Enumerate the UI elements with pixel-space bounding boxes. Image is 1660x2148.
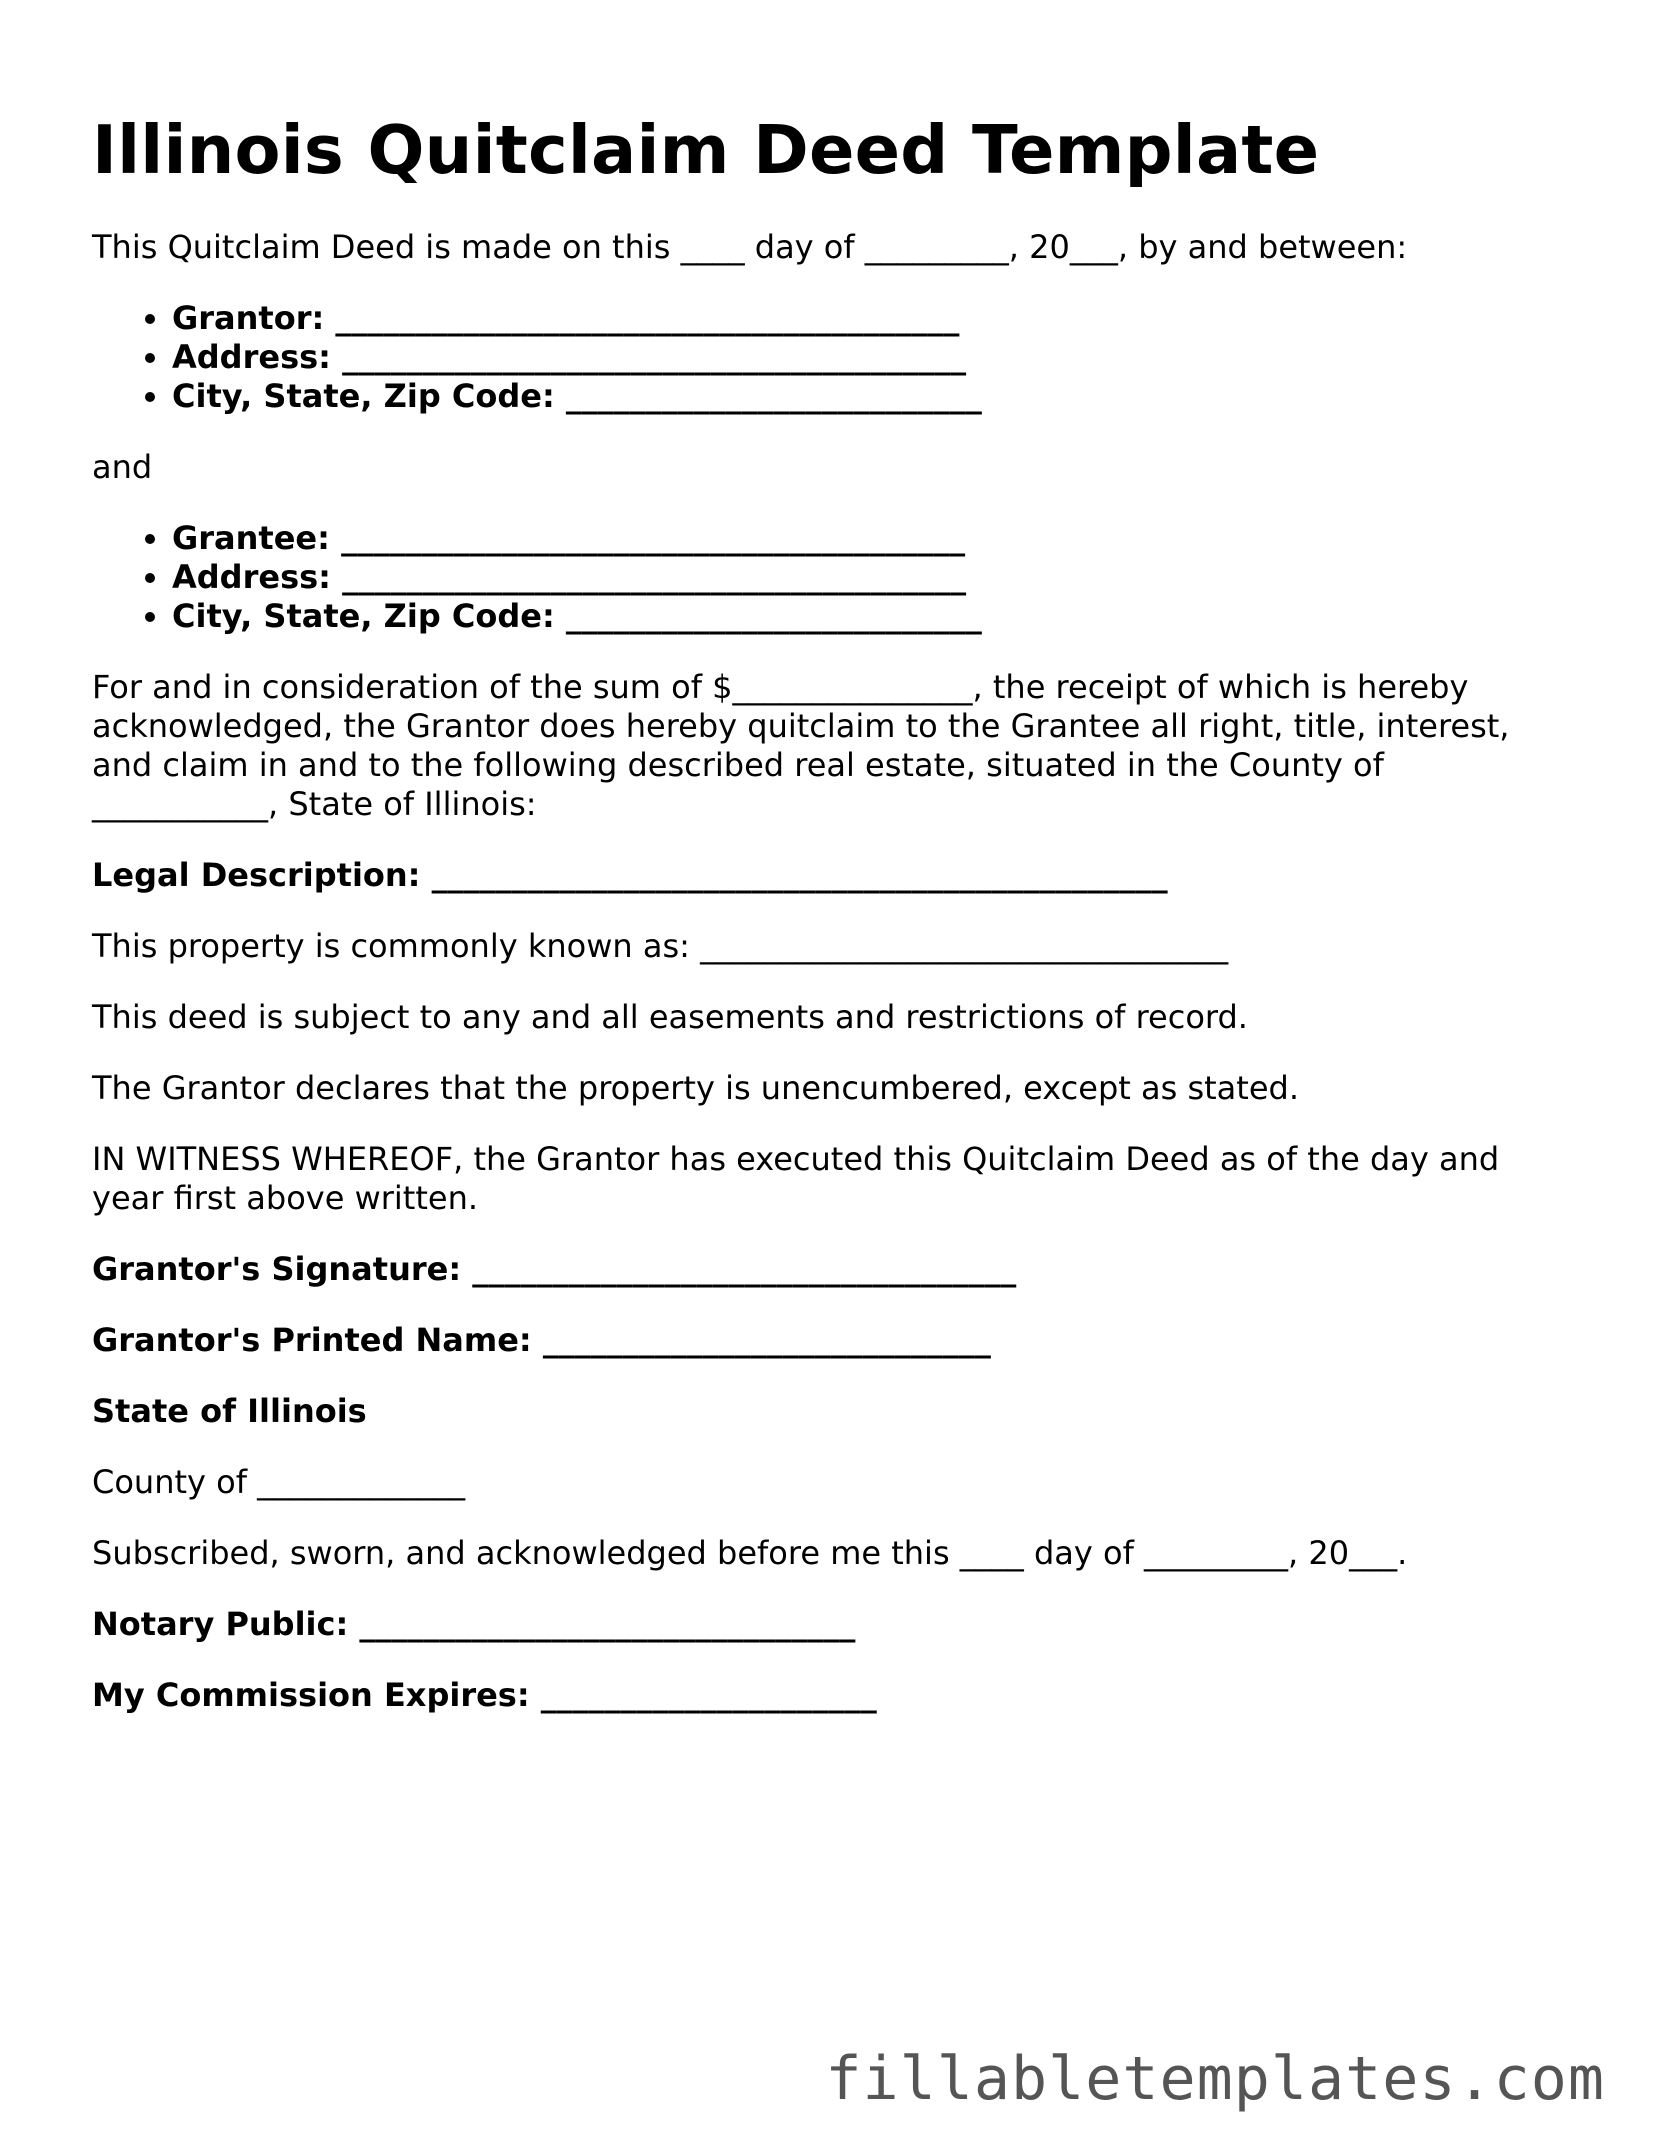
grantor-printed-name-field: Grantor's Printed Name: ____________________________: [92, 1321, 991, 1359]
deed-document: [92, 110, 1552, 1747]
grantee-list: [92, 519, 1552, 636]
commission-expires-field: My Commission Expires: _____________________: [92, 1676, 877, 1714]
page-title: Illinois Quitclaim Deed Template: [92, 111, 1320, 189]
grantee-address-field: • Address: _______________________________________: [172, 558, 1552, 597]
consideration-paragraph: For and in consideration of the sum of $_______________, the receipt of which is hereby acknowledged, the Grantor does hereby quitclaim to the Grantee all right, title, interest, and claim in and to the following described real estate, situated in the County of ___________, State of Illinois:: [92, 668, 1510, 823]
common-name-field: This property is commonly known as: _________________________________: [92, 927, 1229, 965]
notary-public-field: Notary Public: _______________________________: [92, 1605, 856, 1643]
grantor-name-field: • Grantor: _______________________________________: [172, 299, 1552, 338]
watermark: fillabletemplates.com: [825, 2044, 1605, 2114]
grantor-signature-field: Grantor's Signature: __________________________________: [92, 1250, 1017, 1288]
county-field: County of _____________: [92, 1463, 466, 1501]
subscribed-paragraph: Subscribed, sworn, and acknowledged before me this ____ day of _________, 20___.: [92, 1534, 1408, 1572]
and-text: and: [92, 448, 153, 486]
unencumbered-paragraph: The Grantor declares that the property is unencumbered, except as stated.: [92, 1069, 1299, 1107]
grantor-address-field: • Address: _______________________________________: [172, 338, 1552, 377]
state-heading: State of Illinois: [92, 1392, 367, 1430]
legal-description-field: Legal Description: ______________________________________________: [92, 856, 1168, 894]
witness-paragraph: IN WITNESS WHEREOF, the Grantor has executed this Quitclaim Deed as of the day and year first above written.: [92, 1140, 1500, 1217]
grantee-name-field: • Grantee: _______________________________________: [172, 519, 1552, 558]
intro-paragraph: This Quitclaim Deed is made on this ____ day of _________, 20___, by and between:: [92, 228, 1408, 266]
grantor-city-field: • City, State, Zip Code: __________________________: [172, 377, 1552, 416]
easements-paragraph: This deed is subject to any and all easements and restrictions of record.: [92, 998, 1248, 1036]
grantor-list: [92, 299, 1552, 416]
grantee-city-field: • City, State, Zip Code: __________________________: [172, 597, 1552, 636]
